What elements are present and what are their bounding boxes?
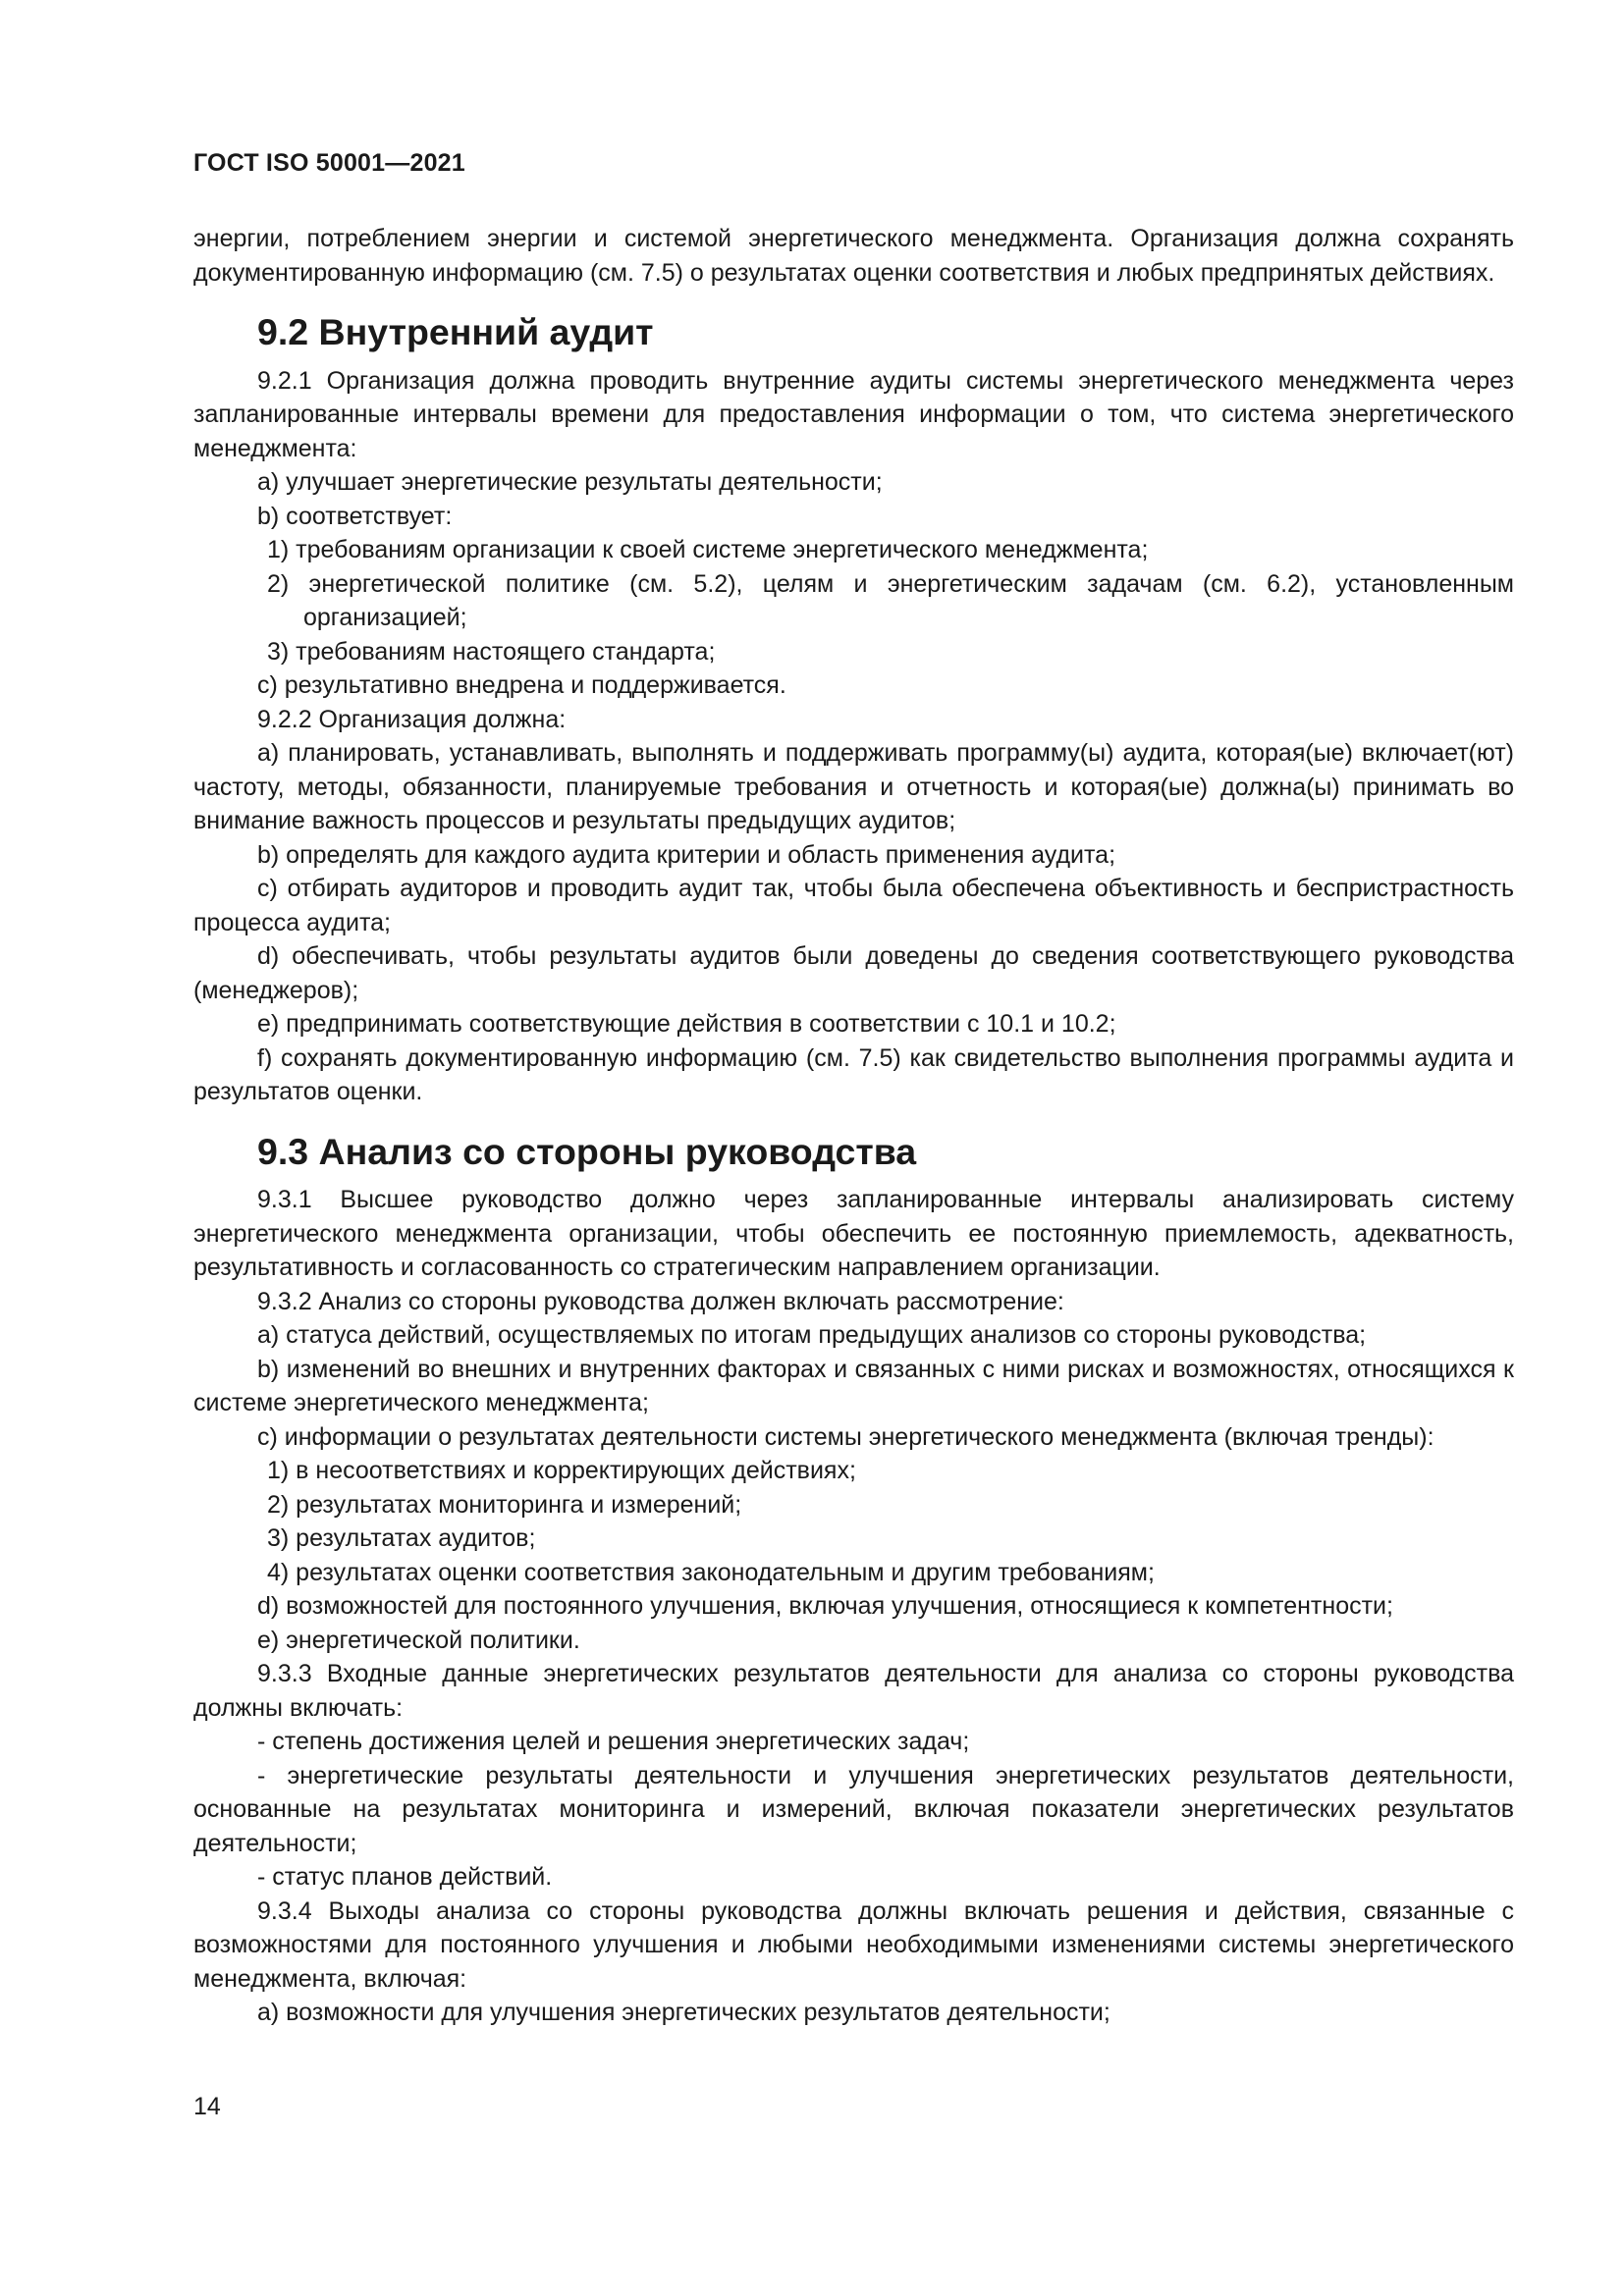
sublist-item-2: 2) результатах мониторинга и измерений; (267, 1490, 742, 1519)
list-item-b: b) соответствует: (257, 502, 453, 530)
list-item-a: a) статуса действий, осуществляемых по итогам предыдущих анализов со стороны руководства; (257, 1321, 1367, 1349)
document-header-title: ГОСТ ISO 50001—2021 (193, 149, 465, 177)
dash-item: - степень достижения целей и решения энергетических задач; (257, 1728, 970, 1755)
list-item-e: e) предпринимать соответствующие действия в соответствии с 10.1 и 10.2; (257, 1010, 1116, 1038)
list-item-c: c) отбирать аудиторов и проводить аудит так, чтобы была обеспечена объективность и беспристрастность процесса аудита; (193, 875, 1514, 936)
paragraph-9-2-1: 9.2.1 Организация должна проводить внутренние аудиты системы энергетического менеджмента через запланированные интервалы времени для предоставления информации о том, что система энергетического менеджмента: (193, 366, 1514, 462)
sublist-item-2: 2) энергетической политике (см. 5.2), целям и энергетическим задачам (см. 6.2), установленным организацией; (267, 569, 1514, 631)
sublist-item-4: 4) результатах оценки соответствия законодательным и другим требованиям; (267, 1558, 1155, 1586)
list-item-c: c) информации о результатах деятельности системы энергетического менеджмента (включая тренды): (257, 1422, 1435, 1451)
list-item-a: a) улучшает энергетические результаты деятельности; (257, 468, 883, 496)
list-item-a: a) планировать, устанавливать, выполнять и поддерживать программу(ы) аудита, которая(ые) включает(ют) частоту, методы, обязанности, планируемые требования и отчетность и которая(ые) должна(ы) принимать во внимание важность процессов и результаты предыдущих аудитов; (193, 739, 1514, 834)
dash-item: - энергетические результаты деятельности и улучшения энергетических результатов деятельности, основанные на результатах мониторинга и измерений, включая показатели энергетических результатов деятельности; (193, 1761, 1514, 1857)
paragraph-9-3-3: 9.3.3 Входные данные энергетических результатов деятельности для анализа со стороны руководства должны включать: (193, 1660, 1514, 1722)
paragraph-9-3-1: 9.3.1 Высшее руководство должно через запланированные интервалы анализировать систему энергетического менеджмента организации, чтобы обеспечить ее постоянную приемлемость, адекватность, результативность и согласованность со стратегическим направлением организации. (193, 1186, 1514, 1281)
sublist-item-1: 1) в несоответствиях и корректирующих действиях; (267, 1457, 856, 1484)
list-item-d: d) обеспечивать, чтобы результаты аудитов были доведены до сведения соответствующего руководства (менеджеров); (193, 942, 1514, 1004)
section-heading-9-2: 9.2 Внутренний аудит (257, 311, 654, 352)
sublist-item-3: 3) результатах аудитов; (267, 1524, 536, 1552)
paragraph-9-3-4: 9.3.4 Выходы анализа со стороны руководства должны включать решения и действия, связанные с возможностями для постоянного улучшения и любыми необходимыми изменениями системы энергетического менеджмента, включая: (193, 1896, 1514, 1993)
document-body (193, 222, 1514, 2030)
paragraph-9-2-2: 9.2.2 Организация должна: (257, 705, 567, 733)
list-item-a: a) возможности для улучшения энергетических результатов деятельности; (257, 1999, 1110, 2026)
list-item-d: d) возможностей для постоянного улучшения, включая улучшения, относящиеся к компетентности; (257, 1592, 1393, 1620)
list-item-b: b) определять для каждого аудита критерии и область применения аудита; (257, 840, 1116, 869)
list-item-e: e) энергетической политики. (257, 1626, 580, 1654)
list-item-f: f) сохранять документированную информацию (см. 7.5) как свидетельство выполнения программы аудита и результатов оценки. (193, 1043, 1514, 1105)
paragraph-continuation: энергии, потреблением энергии и системой энергетического менеджмента. Организация должна сохранять документированную информацию (см. 7.5) о результатах оценки соответствия и любых предпринятых действиях. (193, 225, 1514, 287)
section-heading-9-3: 9.3 Анализ со стороны руководства (257, 1130, 917, 1172)
paragraph-9-3-2: 9.3.2 Анализ со стороны руководства должен включать рассмотрение: (257, 1287, 1064, 1315)
sublist-item-1: 1) требованиям организации к своей системе энергетического менеджмента; (267, 536, 1149, 563)
list-item-c: c) результативно внедрена и поддерживается. (257, 671, 786, 699)
page-number: 14 (193, 2093, 221, 2120)
sublist-item-3: 3) требованиям настоящего стандарта; (267, 637, 716, 666)
list-item-b: b) изменений во внешних и внутренних факторах и связанных с ними рисках и возможностях, относящихся к системе энергетического менеджмента; (193, 1355, 1514, 1416)
dash-item: - статус планов действий. (257, 1863, 553, 1891)
